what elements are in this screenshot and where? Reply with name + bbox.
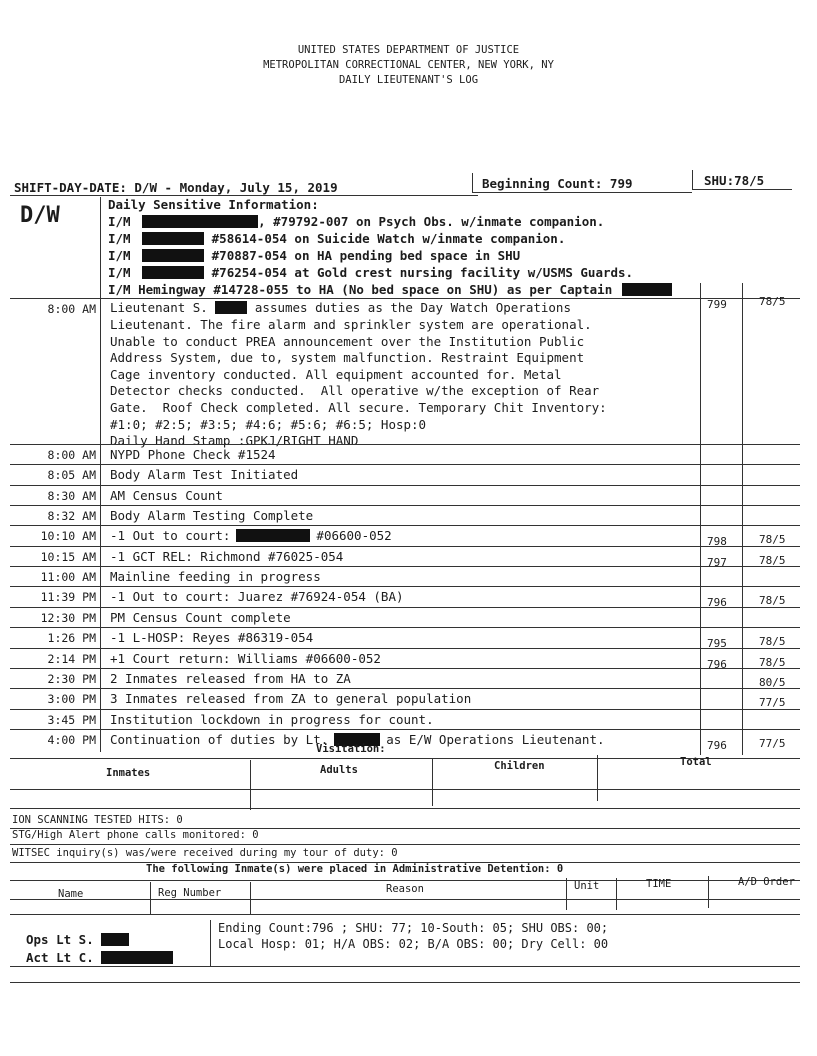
divider bbox=[692, 170, 693, 190]
entry-text: -1 Out to court: Juarez #76924-054 (BA) bbox=[110, 589, 404, 604]
divider bbox=[250, 760, 251, 810]
witsec-inquiry: WITSEC inquiry(s) was/were received during my tour of duty: 0 bbox=[12, 847, 398, 859]
col-reason: Reason bbox=[386, 883, 424, 895]
redaction-block bbox=[101, 933, 129, 946]
col-reg-number: Reg Number bbox=[158, 887, 222, 899]
entry-count: 799 bbox=[707, 298, 727, 311]
narrative-line: Daily Hand Stamp :GPKJ/RIGHT HAND bbox=[110, 433, 359, 449]
ion-scanning: ION SCANNING TESTED HITS: 0 bbox=[12, 814, 183, 826]
divider bbox=[10, 298, 800, 299]
entry-time: 4:00 PM bbox=[47, 733, 96, 747]
line-prefix: I/M bbox=[108, 214, 131, 229]
table-column-line bbox=[700, 283, 701, 755]
divider bbox=[708, 876, 709, 908]
narrative-line: Detector checks conducted. All operative w/the exception of Rear bbox=[110, 383, 600, 399]
line-text: , #79792-007 on Psych Obs. w/inmate companion. bbox=[258, 214, 605, 229]
entry-text: NYPD Phone Check #1524 bbox=[110, 447, 276, 462]
ops-lt bbox=[26, 932, 129, 947]
entry-shu: 78/5 bbox=[759, 594, 786, 607]
divider bbox=[10, 844, 800, 845]
divider bbox=[10, 966, 800, 967]
divider bbox=[616, 878, 617, 910]
entry-count: 796 bbox=[707, 596, 727, 609]
divider bbox=[10, 982, 800, 983]
divider bbox=[692, 189, 792, 190]
beginning-count: Beginning Count: 799 bbox=[482, 176, 633, 191]
sensitive-line bbox=[108, 214, 604, 229]
sensitive-line bbox=[108, 265, 633, 280]
entry-count: 796 bbox=[707, 739, 727, 752]
act-lt bbox=[26, 950, 173, 965]
entry-time: 8:00 AM bbox=[47, 302, 96, 316]
row-divider bbox=[10, 586, 800, 587]
divider bbox=[472, 173, 473, 193]
row-divider bbox=[10, 709, 800, 710]
entry-shu: 78/5 bbox=[759, 554, 786, 567]
sensitive-line bbox=[108, 231, 565, 246]
row-divider bbox=[10, 485, 800, 486]
divider bbox=[597, 755, 598, 801]
col-time: TIME bbox=[646, 878, 672, 890]
row-divider bbox=[10, 627, 800, 628]
ending-count-line-2: Local Hosp: 01; H/A OBS: 02; B/A OBS: 00; Dry Cell: 00 bbox=[218, 937, 609, 951]
sensitive-line bbox=[108, 248, 520, 263]
row-divider bbox=[10, 505, 800, 506]
entry-time: 12:30 PM bbox=[40, 611, 96, 625]
table-column-line bbox=[742, 283, 743, 755]
header-line-2: METROPOLITAN CORRECTIONAL CENTER, NEW YORK, NY bbox=[263, 59, 554, 71]
divider bbox=[10, 880, 800, 881]
entry-count: 798 bbox=[707, 535, 727, 548]
line-prefix: I/M bbox=[108, 248, 131, 263]
entry-time: 8:05 AM bbox=[47, 468, 96, 482]
row-divider bbox=[10, 464, 800, 465]
entry-time: 8:32 AM bbox=[47, 509, 96, 523]
header-line-3: DAILY LIEUTENANT'S LOG bbox=[338, 74, 479, 86]
act-lt-label: Act Lt C. bbox=[26, 950, 94, 965]
visitation-adults: Adults bbox=[320, 764, 358, 776]
visitation-title: Visitation: bbox=[316, 743, 386, 755]
divider bbox=[566, 878, 567, 910]
entry-shu: 77/5 bbox=[759, 696, 786, 709]
narrative-text: assumes duties as the Day Watch Operations bbox=[254, 300, 571, 315]
redaction-block bbox=[142, 266, 204, 279]
entry-time: 2:30 PM bbox=[47, 672, 96, 686]
line-text: I/M Hemingway #14728-055 to HA (No bed space on SHU) as per Captain bbox=[108, 282, 613, 297]
shift-day-date: SHIFT-DAY-DATE: D/W - Monday, July 15, 2019 bbox=[14, 180, 338, 195]
shu-count: SHU:78/5 bbox=[704, 173, 765, 188]
narrative-line: Gate. Roof Check completed. All secure. Temporary Chit Inventory: bbox=[110, 399, 607, 415]
divider bbox=[10, 899, 800, 900]
redaction-block bbox=[236, 529, 310, 542]
sensitive-heading: Daily Sensitive Information: bbox=[108, 197, 319, 212]
entry-text: AM Census Count bbox=[110, 488, 223, 503]
entry-time: 8:30 AM bbox=[47, 489, 96, 503]
sensitive-line bbox=[108, 282, 672, 297]
entry-shu: 78/5 bbox=[759, 295, 786, 308]
row-divider bbox=[10, 648, 800, 649]
narrative-first-line bbox=[110, 300, 571, 315]
row-divider bbox=[10, 607, 800, 608]
col-name: Name bbox=[58, 888, 84, 900]
entry-count: 796 bbox=[707, 658, 727, 671]
entry-text: Mainline feeding in progress bbox=[110, 569, 321, 584]
divider bbox=[472, 192, 692, 193]
narrative-line: Cage inventory conducted. All equipment accounted for. Metal bbox=[110, 366, 562, 382]
ops-lt-label: Ops Lt S. bbox=[26, 932, 94, 947]
entry-text: 2 Inmates released from HA to ZA bbox=[110, 671, 351, 686]
entry-text: PM Census Count complete bbox=[110, 610, 291, 625]
redaction-block bbox=[142, 249, 204, 262]
line-prefix: I/M bbox=[108, 265, 131, 280]
line-prefix: I/M bbox=[108, 231, 131, 246]
divider bbox=[210, 920, 211, 966]
line-text: #58614-054 on Suicide Watch w/inmate companion. bbox=[211, 231, 566, 246]
entry-text bbox=[110, 528, 392, 543]
entry-count: 795 bbox=[707, 637, 727, 650]
divider bbox=[10, 808, 800, 809]
divider bbox=[250, 882, 251, 914]
row-divider bbox=[10, 546, 800, 547]
entry-time: 10:10 AM bbox=[40, 529, 96, 543]
admin-detention-title: The following Inmate(s) were placed in Administrative Detention: 0 bbox=[146, 863, 564, 875]
entry-time: 11:39 PM bbox=[40, 590, 96, 604]
narrative-line: #1:0; #2:5; #3:5; #4:6; #5:6; #6:5; Hosp:0 bbox=[110, 416, 427, 432]
entry-shu: 78/5 bbox=[759, 635, 786, 648]
header-line-1: UNITED STATES DEPARTMENT OF JUSTICE bbox=[297, 44, 520, 56]
entry-text-part: Continuation of duties by Lt. bbox=[110, 732, 329, 747]
divider bbox=[10, 195, 478, 196]
redaction-block bbox=[142, 215, 258, 228]
redaction-block bbox=[101, 951, 173, 964]
narrative-line: Unable to conduct PREA announcement over the Institution Public bbox=[110, 333, 585, 349]
entry-time: 10:15 AM bbox=[40, 550, 96, 564]
entry-time: 3:00 PM bbox=[47, 692, 96, 706]
divider bbox=[432, 758, 433, 806]
redaction-block bbox=[142, 232, 204, 245]
row-divider bbox=[10, 566, 800, 567]
shift-code: D/W bbox=[20, 203, 60, 228]
col-ad-order: A/D Order bbox=[738, 876, 795, 888]
divider bbox=[10, 914, 800, 915]
entry-shu: 80/5 bbox=[759, 676, 786, 689]
stg-calls: STG/High Alert phone calls monitored: 0 bbox=[12, 829, 259, 841]
line-text: #70887-054 on HA pending bed space in SHU bbox=[211, 248, 521, 263]
entry-count: 797 bbox=[707, 556, 727, 569]
narrative-line: Lieutenant. The fire alarm and sprinkler system are operational. bbox=[110, 317, 592, 332]
redaction-block bbox=[622, 283, 672, 296]
row-divider bbox=[10, 729, 800, 730]
row-divider bbox=[10, 525, 800, 526]
entry-shu: 78/5 bbox=[759, 656, 786, 669]
entry-text: +1 Court return: Williams #06600-052 bbox=[110, 651, 381, 666]
entry-text-part: -1 Out to court: bbox=[110, 528, 231, 543]
visitation-children: Children bbox=[494, 760, 545, 772]
narrative-body bbox=[110, 317, 607, 450]
entry-time: 2:14 PM bbox=[47, 652, 96, 666]
entry-text-part: #06600-052 bbox=[316, 528, 392, 543]
entry-shu: 77/5 bbox=[759, 737, 786, 750]
row-divider bbox=[10, 668, 800, 669]
entry-text: 3 Inmates released from ZA to general population bbox=[110, 691, 472, 706]
entry-time: 1:26 PM bbox=[47, 631, 96, 645]
entry-text-part: as E/W Operations Lieutenant. bbox=[386, 732, 605, 747]
narrative-line: Address System, due to, system malfunction. Restraint Equipment bbox=[110, 350, 585, 366]
row-divider bbox=[10, 444, 800, 445]
entry-text: -1 GCT REL: Richmond #76025-054 bbox=[110, 549, 344, 564]
entry-time: 8:00 AM bbox=[47, 448, 96, 462]
entry-text: Body Alarm Test Initiated bbox=[110, 467, 299, 482]
col-unit: Unit bbox=[574, 880, 600, 892]
entry-text: -1 L-HOSP: Reyes #86319-054 bbox=[110, 630, 314, 645]
entry-text: Body Alarm Testing Complete bbox=[110, 508, 314, 523]
divider bbox=[150, 882, 151, 914]
row-divider bbox=[10, 688, 800, 689]
entry-time: 11:00 AM bbox=[40, 570, 96, 584]
entry-shu: 78/5 bbox=[759, 533, 786, 546]
narrative-text: Lieutenant S. bbox=[110, 300, 208, 315]
divider bbox=[10, 789, 800, 790]
visitation-total: Total bbox=[680, 756, 712, 768]
redaction-block bbox=[215, 301, 247, 314]
entry-time: 3:45 PM bbox=[47, 713, 96, 727]
visitation-inmates: Inmates bbox=[106, 767, 151, 779]
entry-text: Institution lockdown in progress for count. bbox=[110, 712, 434, 727]
line-text: #76254-054 at Gold crest nursing facility w/USMS Guards. bbox=[211, 265, 634, 280]
ending-count-line-1: Ending Count:796 ; SHU: 77; 10-South: 05; SHU OBS: 00; bbox=[218, 921, 609, 935]
